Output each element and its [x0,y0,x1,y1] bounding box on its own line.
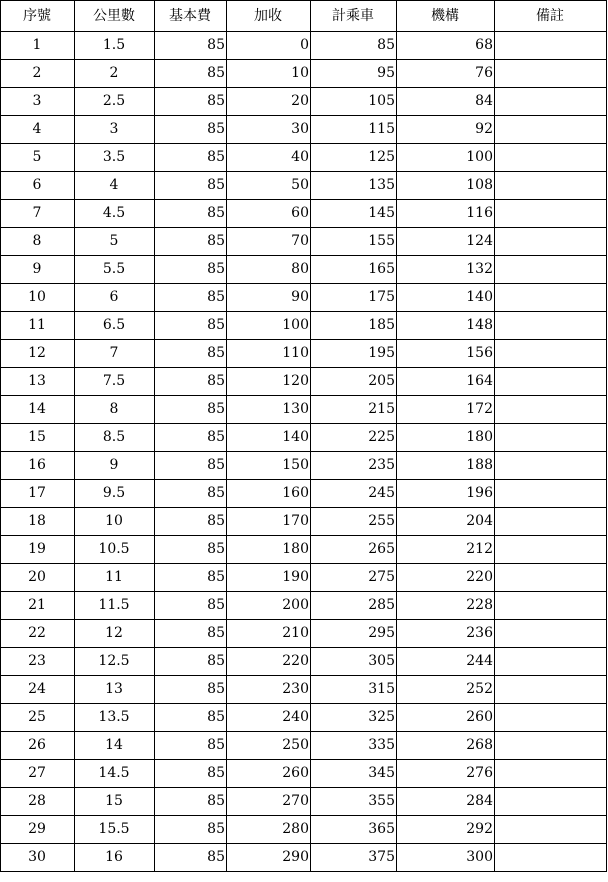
cell-agency: 92 [397,116,495,144]
cell-index: 9 [1,256,75,284]
cell-surcharge: 200 [227,592,311,620]
cell-index: 14 [1,396,75,424]
cell-base-fare: 85 [155,200,227,228]
cell-ride-total: 345 [311,760,397,788]
cell-agency: 148 [397,312,495,340]
cell-base-fare: 85 [155,648,227,676]
cell-base-fare: 85 [155,620,227,648]
cell-ride-total: 335 [311,732,397,760]
table-row [1,564,607,592]
cell-ride-total: 255 [311,508,397,536]
cell-remarks [495,60,607,88]
table-row [1,704,607,732]
table-row [1,816,607,844]
cell-agency: 188 [397,452,495,480]
cell-ride-total: 115 [311,116,397,144]
cell-surcharge: 260 [227,760,311,788]
table-row [1,452,607,480]
cell-index: 2 [1,60,75,88]
cell-index: 15 [1,424,75,452]
cell-agency: 204 [397,508,495,536]
cell-ride-total: 165 [311,256,397,284]
cell-index: 4 [1,116,75,144]
cell-kilometers: 8 [75,396,155,424]
cell-index: 10 [1,284,75,312]
cell-kilometers: 15.5 [75,816,155,844]
cell-kilometers: 10 [75,508,155,536]
cell-index: 17 [1,480,75,508]
cell-surcharge: 190 [227,564,311,592]
cell-base-fare: 85 [155,172,227,200]
cell-index: 25 [1,704,75,732]
cell-index: 20 [1,564,75,592]
cell-surcharge: 170 [227,508,311,536]
table-row [1,676,607,704]
cell-agency: 228 [397,592,495,620]
cell-ride-total: 145 [311,200,397,228]
cell-remarks [495,88,607,116]
cell-surcharge: 140 [227,424,311,452]
cell-base-fare: 85 [155,760,227,788]
cell-index: 26 [1,732,75,760]
cell-agency: 292 [397,816,495,844]
cell-ride-total: 285 [311,592,397,620]
cell-surcharge: 90 [227,284,311,312]
cell-surcharge: 50 [227,172,311,200]
cell-agency: 68 [397,32,495,60]
cell-surcharge: 230 [227,676,311,704]
table-row [1,340,607,368]
cell-base-fare: 85 [155,284,227,312]
cell-kilometers: 16 [75,844,155,872]
cell-kilometers: 15 [75,788,155,816]
cell-agency: 300 [397,844,495,872]
cell-agency: 172 [397,396,495,424]
cell-surcharge: 270 [227,788,311,816]
cell-base-fare: 85 [155,676,227,704]
table-row [1,620,607,648]
table-row [1,396,607,424]
table-row [1,116,607,144]
cell-remarks [495,536,607,564]
cell-kilometers: 5 [75,228,155,256]
cell-kilometers: 3 [75,116,155,144]
cell-ride-total: 175 [311,284,397,312]
cell-index: 3 [1,88,75,116]
cell-remarks [495,788,607,816]
cell-index: 29 [1,816,75,844]
table-row [1,312,607,340]
cell-index: 27 [1,760,75,788]
table-row [1,228,607,256]
cell-remarks [495,228,607,256]
cell-agency: 212 [397,536,495,564]
cell-ride-total: 295 [311,620,397,648]
cell-ride-total: 85 [311,32,397,60]
cell-kilometers: 1.5 [75,32,155,60]
cell-base-fare: 85 [155,788,227,816]
table-row [1,844,607,872]
cell-kilometers: 7.5 [75,368,155,396]
cell-index: 28 [1,788,75,816]
cell-surcharge: 290 [227,844,311,872]
cell-remarks [495,172,607,200]
cell-surcharge: 120 [227,368,311,396]
cell-surcharge: 240 [227,704,311,732]
table-row [1,60,607,88]
cell-surcharge: 40 [227,144,311,172]
table-row [1,144,607,172]
cell-agency: 180 [397,424,495,452]
cell-remarks [495,648,607,676]
cell-base-fare: 85 [155,508,227,536]
cell-remarks [495,200,607,228]
cell-kilometers: 6.5 [75,312,155,340]
cell-ride-total: 195 [311,340,397,368]
cell-surcharge: 110 [227,340,311,368]
cell-agency: 116 [397,200,495,228]
cell-surcharge: 70 [227,228,311,256]
cell-index: 23 [1,648,75,676]
table-row [1,480,607,508]
cell-remarks [495,620,607,648]
cell-base-fare: 85 [155,564,227,592]
cell-kilometers: 6 [75,284,155,312]
cell-base-fare: 85 [155,396,227,424]
table-row [1,760,607,788]
cell-remarks [495,704,607,732]
cell-base-fare: 85 [155,340,227,368]
cell-remarks [495,368,607,396]
cell-ride-total: 205 [311,368,397,396]
cell-surcharge: 160 [227,480,311,508]
cell-remarks [495,32,607,60]
header-index: 序號 [1,1,75,32]
cell-ride-total: 275 [311,564,397,592]
table-row [1,508,607,536]
cell-index: 22 [1,620,75,648]
cell-base-fare: 85 [155,704,227,732]
cell-index: 30 [1,844,75,872]
cell-kilometers: 12.5 [75,648,155,676]
header-row [1,1,607,32]
cell-kilometers: 11.5 [75,592,155,620]
table-header [1,1,607,32]
cell-ride-total: 315 [311,676,397,704]
cell-base-fare: 85 [155,60,227,88]
header-kilometers: 公里數 [75,1,155,32]
table-row [1,88,607,116]
cell-surcharge: 210 [227,620,311,648]
header-remarks: 備註 [495,1,607,32]
cell-surcharge: 60 [227,200,311,228]
cell-agency: 156 [397,340,495,368]
cell-agency: 196 [397,480,495,508]
cell-base-fare: 85 [155,144,227,172]
cell-agency: 164 [397,368,495,396]
header-base-fare: 基本費 [155,1,227,32]
cell-agency: 124 [397,228,495,256]
cell-base-fare: 85 [155,424,227,452]
table-row [1,368,607,396]
cell-remarks [495,732,607,760]
cell-index: 7 [1,200,75,228]
cell-remarks [495,116,607,144]
cell-remarks [495,312,607,340]
cell-base-fare: 85 [155,452,227,480]
cell-surcharge: 30 [227,116,311,144]
cell-remarks [495,592,607,620]
cell-base-fare: 85 [155,592,227,620]
cell-index: 5 [1,144,75,172]
cell-agency: 236 [397,620,495,648]
cell-base-fare: 85 [155,228,227,256]
cell-index: 12 [1,340,75,368]
cell-ride-total: 95 [311,60,397,88]
cell-kilometers: 14 [75,732,155,760]
cell-ride-total: 265 [311,536,397,564]
cell-surcharge: 150 [227,452,311,480]
cell-agency: 252 [397,676,495,704]
cell-ride-total: 365 [311,816,397,844]
cell-ride-total: 325 [311,704,397,732]
cell-index: 19 [1,536,75,564]
table-row [1,424,607,452]
cell-kilometers: 10.5 [75,536,155,564]
cell-kilometers: 11 [75,564,155,592]
cell-agency: 108 [397,172,495,200]
cell-kilometers: 13.5 [75,704,155,732]
cell-index: 21 [1,592,75,620]
cell-kilometers: 4.5 [75,200,155,228]
cell-agency: 76 [397,60,495,88]
cell-kilometers: 9 [75,452,155,480]
cell-ride-total: 155 [311,228,397,256]
cell-kilometers: 12 [75,620,155,648]
cell-remarks [495,564,607,592]
cell-surcharge: 20 [227,88,311,116]
cell-index: 1 [1,32,75,60]
cell-ride-total: 225 [311,424,397,452]
header-ride-total: 計乘車 [311,1,397,32]
cell-base-fare: 85 [155,844,227,872]
cell-agency: 284 [397,788,495,816]
cell-index: 24 [1,676,75,704]
cell-kilometers: 7 [75,340,155,368]
cell-agency: 100 [397,144,495,172]
table-row [1,32,607,60]
table-row [1,732,607,760]
cell-remarks [495,760,607,788]
cell-surcharge: 80 [227,256,311,284]
header-surcharge: 加收 [227,1,311,32]
cell-base-fare: 85 [155,536,227,564]
cell-agency: 132 [397,256,495,284]
cell-base-fare: 85 [155,256,227,284]
cell-surcharge: 180 [227,536,311,564]
cell-base-fare: 85 [155,816,227,844]
cell-kilometers: 13 [75,676,155,704]
cell-kilometers: 5.5 [75,256,155,284]
cell-index: 13 [1,368,75,396]
cell-remarks [495,676,607,704]
cell-ride-total: 355 [311,788,397,816]
table-row [1,788,607,816]
cell-remarks [495,256,607,284]
cell-remarks [495,452,607,480]
cell-surcharge: 100 [227,312,311,340]
cell-ride-total: 135 [311,172,397,200]
cell-base-fare: 85 [155,480,227,508]
cell-kilometers: 2.5 [75,88,155,116]
cell-index: 11 [1,312,75,340]
cell-kilometers: 3.5 [75,144,155,172]
cell-remarks [495,340,607,368]
cell-ride-total: 215 [311,396,397,424]
cell-ride-total: 105 [311,88,397,116]
cell-remarks [495,508,607,536]
table-row [1,200,607,228]
cell-ride-total: 125 [311,144,397,172]
cell-ride-total: 245 [311,480,397,508]
cell-surcharge: 10 [227,60,311,88]
cell-ride-total: 305 [311,648,397,676]
table-body [1,32,607,872]
cell-index: 16 [1,452,75,480]
cell-agency: 84 [397,88,495,116]
cell-kilometers: 2 [75,60,155,88]
table-row [1,648,607,676]
table-row [1,172,607,200]
cell-base-fare: 85 [155,88,227,116]
table-row [1,284,607,312]
cell-remarks [495,396,607,424]
cell-kilometers: 4 [75,172,155,200]
cell-surcharge: 250 [227,732,311,760]
cell-kilometers: 9.5 [75,480,155,508]
cell-index: 18 [1,508,75,536]
cell-remarks [495,816,607,844]
cell-base-fare: 85 [155,116,227,144]
cell-surcharge: 130 [227,396,311,424]
cell-remarks [495,480,607,508]
cell-agency: 276 [397,760,495,788]
cell-surcharge: 0 [227,32,311,60]
cell-agency: 140 [397,284,495,312]
cell-surcharge: 220 [227,648,311,676]
cell-ride-total: 375 [311,844,397,872]
table-row [1,592,607,620]
cell-remarks [495,144,607,172]
table-row [1,536,607,564]
header-agency: 機構 [397,1,495,32]
cell-index: 8 [1,228,75,256]
cell-agency: 244 [397,648,495,676]
cell-ride-total: 235 [311,452,397,480]
table-row [1,256,607,284]
cell-kilometers: 14.5 [75,760,155,788]
cell-agency: 220 [397,564,495,592]
cell-kilometers: 8.5 [75,424,155,452]
cell-ride-total: 185 [311,312,397,340]
cell-remarks [495,844,607,872]
cell-remarks [495,424,607,452]
cell-base-fare: 85 [155,312,227,340]
cell-base-fare: 85 [155,732,227,760]
cell-agency: 260 [397,704,495,732]
cell-index: 6 [1,172,75,200]
cell-base-fare: 85 [155,32,227,60]
cell-surcharge: 280 [227,816,311,844]
cell-remarks [495,284,607,312]
cell-base-fare: 85 [155,368,227,396]
cell-agency: 268 [397,732,495,760]
